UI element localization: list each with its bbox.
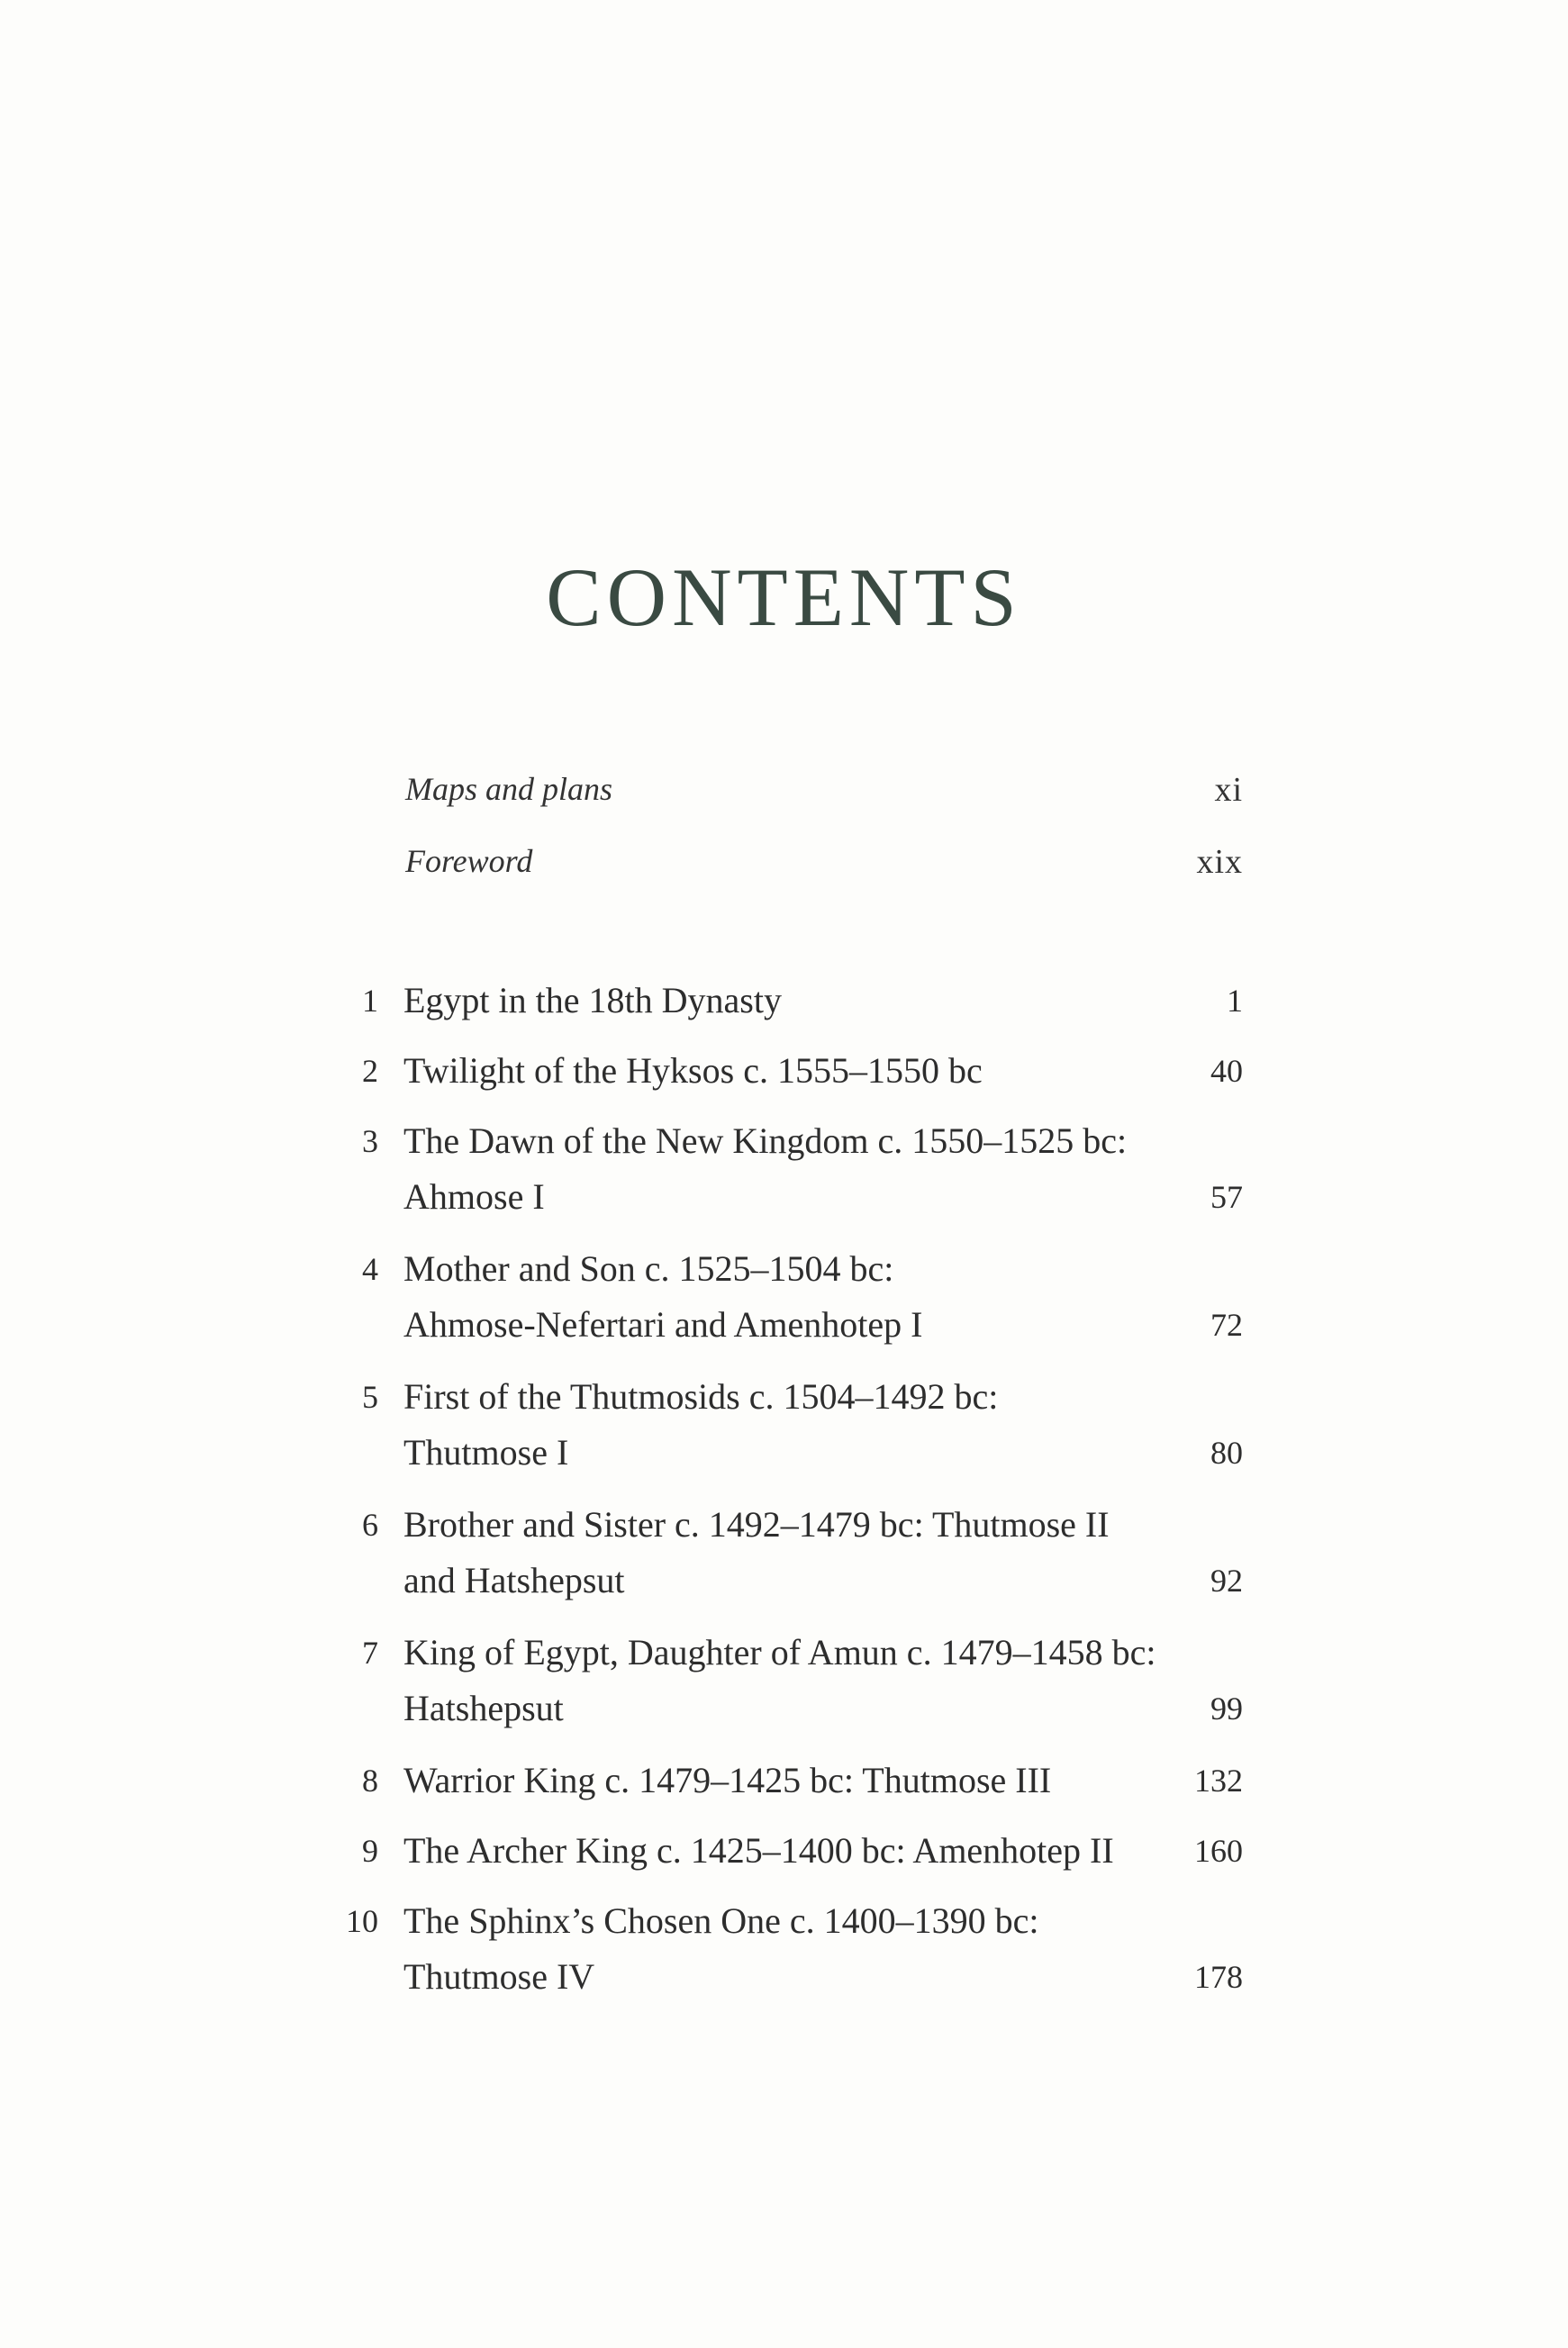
chapter-title-line: Ahmose-Nefertari and Amenhotep I: [403, 1304, 923, 1345]
chapter-title: [403, 1113, 1178, 1225]
chapter-title-line: Hatshepsut: [403, 1688, 564, 1728]
toc-front-entry[interactable]: [405, 770, 1243, 808]
chapter-number: 6: [362, 1507, 378, 1543]
toc-page-number: xix: [1196, 843, 1243, 881]
chapter-title-line: King of Egypt, Daughter of Amun c. 1479–1458 bc:: [403, 1632, 1156, 1673]
chapter-number: 7: [362, 1635, 378, 1671]
toc-page-number: 80: [1210, 1435, 1243, 1471]
chapter-title-line: The Sphinx’s Chosen One c. 1400–1390 bc:: [403, 1900, 1039, 1941]
chapter-number: 4: [362, 1251, 378, 1287]
chapter-title: [403, 1625, 1178, 1736]
toc-page-number: 72: [1210, 1307, 1243, 1343]
chapter-title-line: Twilight of the Hyksos c. 1555–1550 bc: [403, 1050, 983, 1091]
chapter-title: [403, 1369, 1178, 1481]
chapter-title-line: Thutmose IV: [403, 1956, 595, 1997]
chapter-number: 2: [362, 1053, 378, 1089]
page-title: CONTENTS: [546, 551, 1022, 643]
chapter-number: 3: [362, 1123, 378, 1159]
chapter-title: [403, 973, 1178, 1029]
chapter-title-line: The Dawn of the New Kingdom c. 1550–1525 bc:: [403, 1120, 1128, 1161]
toc-page-number: 132: [1194, 1763, 1243, 1799]
toc-page-number: 99: [1210, 1691, 1243, 1727]
chapter-number: 10: [346, 1903, 378, 1939]
toc-page-number: 57: [1210, 1179, 1243, 1215]
chapter-title: [403, 1893, 1178, 2005]
toc-page-number: 178: [1194, 1959, 1243, 1995]
chapter-title-line: Ahmose I: [403, 1176, 545, 1217]
chapter-title-line: Warrior King c. 1479–1425 bc: Thutmose III: [403, 1760, 1052, 1800]
chapter-title-line: The Archer King c. 1425–1400 bc: Amenhotep II: [403, 1830, 1114, 1871]
chapter-title-line: and Hatshepsut: [403, 1560, 625, 1600]
chapter-title-line: Brother and Sister c. 1492–1479 bc: Thutmose II: [403, 1504, 1110, 1545]
chapter-title: [403, 1043, 1178, 1099]
chapter-number: 5: [362, 1379, 378, 1415]
chapter-number: 1: [362, 983, 378, 1019]
chapter-title: [403, 1823, 1178, 1879]
chapter-number: 8: [362, 1763, 378, 1799]
toc-page-number: 40: [1210, 1053, 1243, 1089]
toc-page-number: 92: [1210, 1563, 1243, 1599]
chapter-title-line: Thutmose I: [403, 1432, 569, 1473]
toc-front-entry[interactable]: [405, 842, 1243, 880]
chapter-title: [403, 1497, 1178, 1609]
toc-entry-title: Foreword: [405, 843, 533, 879]
chapter-title-line: Egypt in the 18th Dynasty: [403, 980, 782, 1020]
toc-page-number: xi: [1214, 771, 1243, 809]
chapter-number: 9: [362, 1833, 378, 1869]
toc-entry-title: Maps and plans: [405, 771, 613, 807]
toc-page-number: 1: [1227, 983, 1243, 1019]
chapter-title-line: Mother and Son c. 1525–1504 bc:: [403, 1248, 894, 1289]
toc-page-number: 160: [1194, 1833, 1243, 1869]
chapter-title-line: First of the Thutmosids c. 1504–1492 bc:: [403, 1376, 999, 1417]
chapter-title: [403, 1753, 1178, 1809]
chapter-title: [403, 1241, 1178, 1353]
